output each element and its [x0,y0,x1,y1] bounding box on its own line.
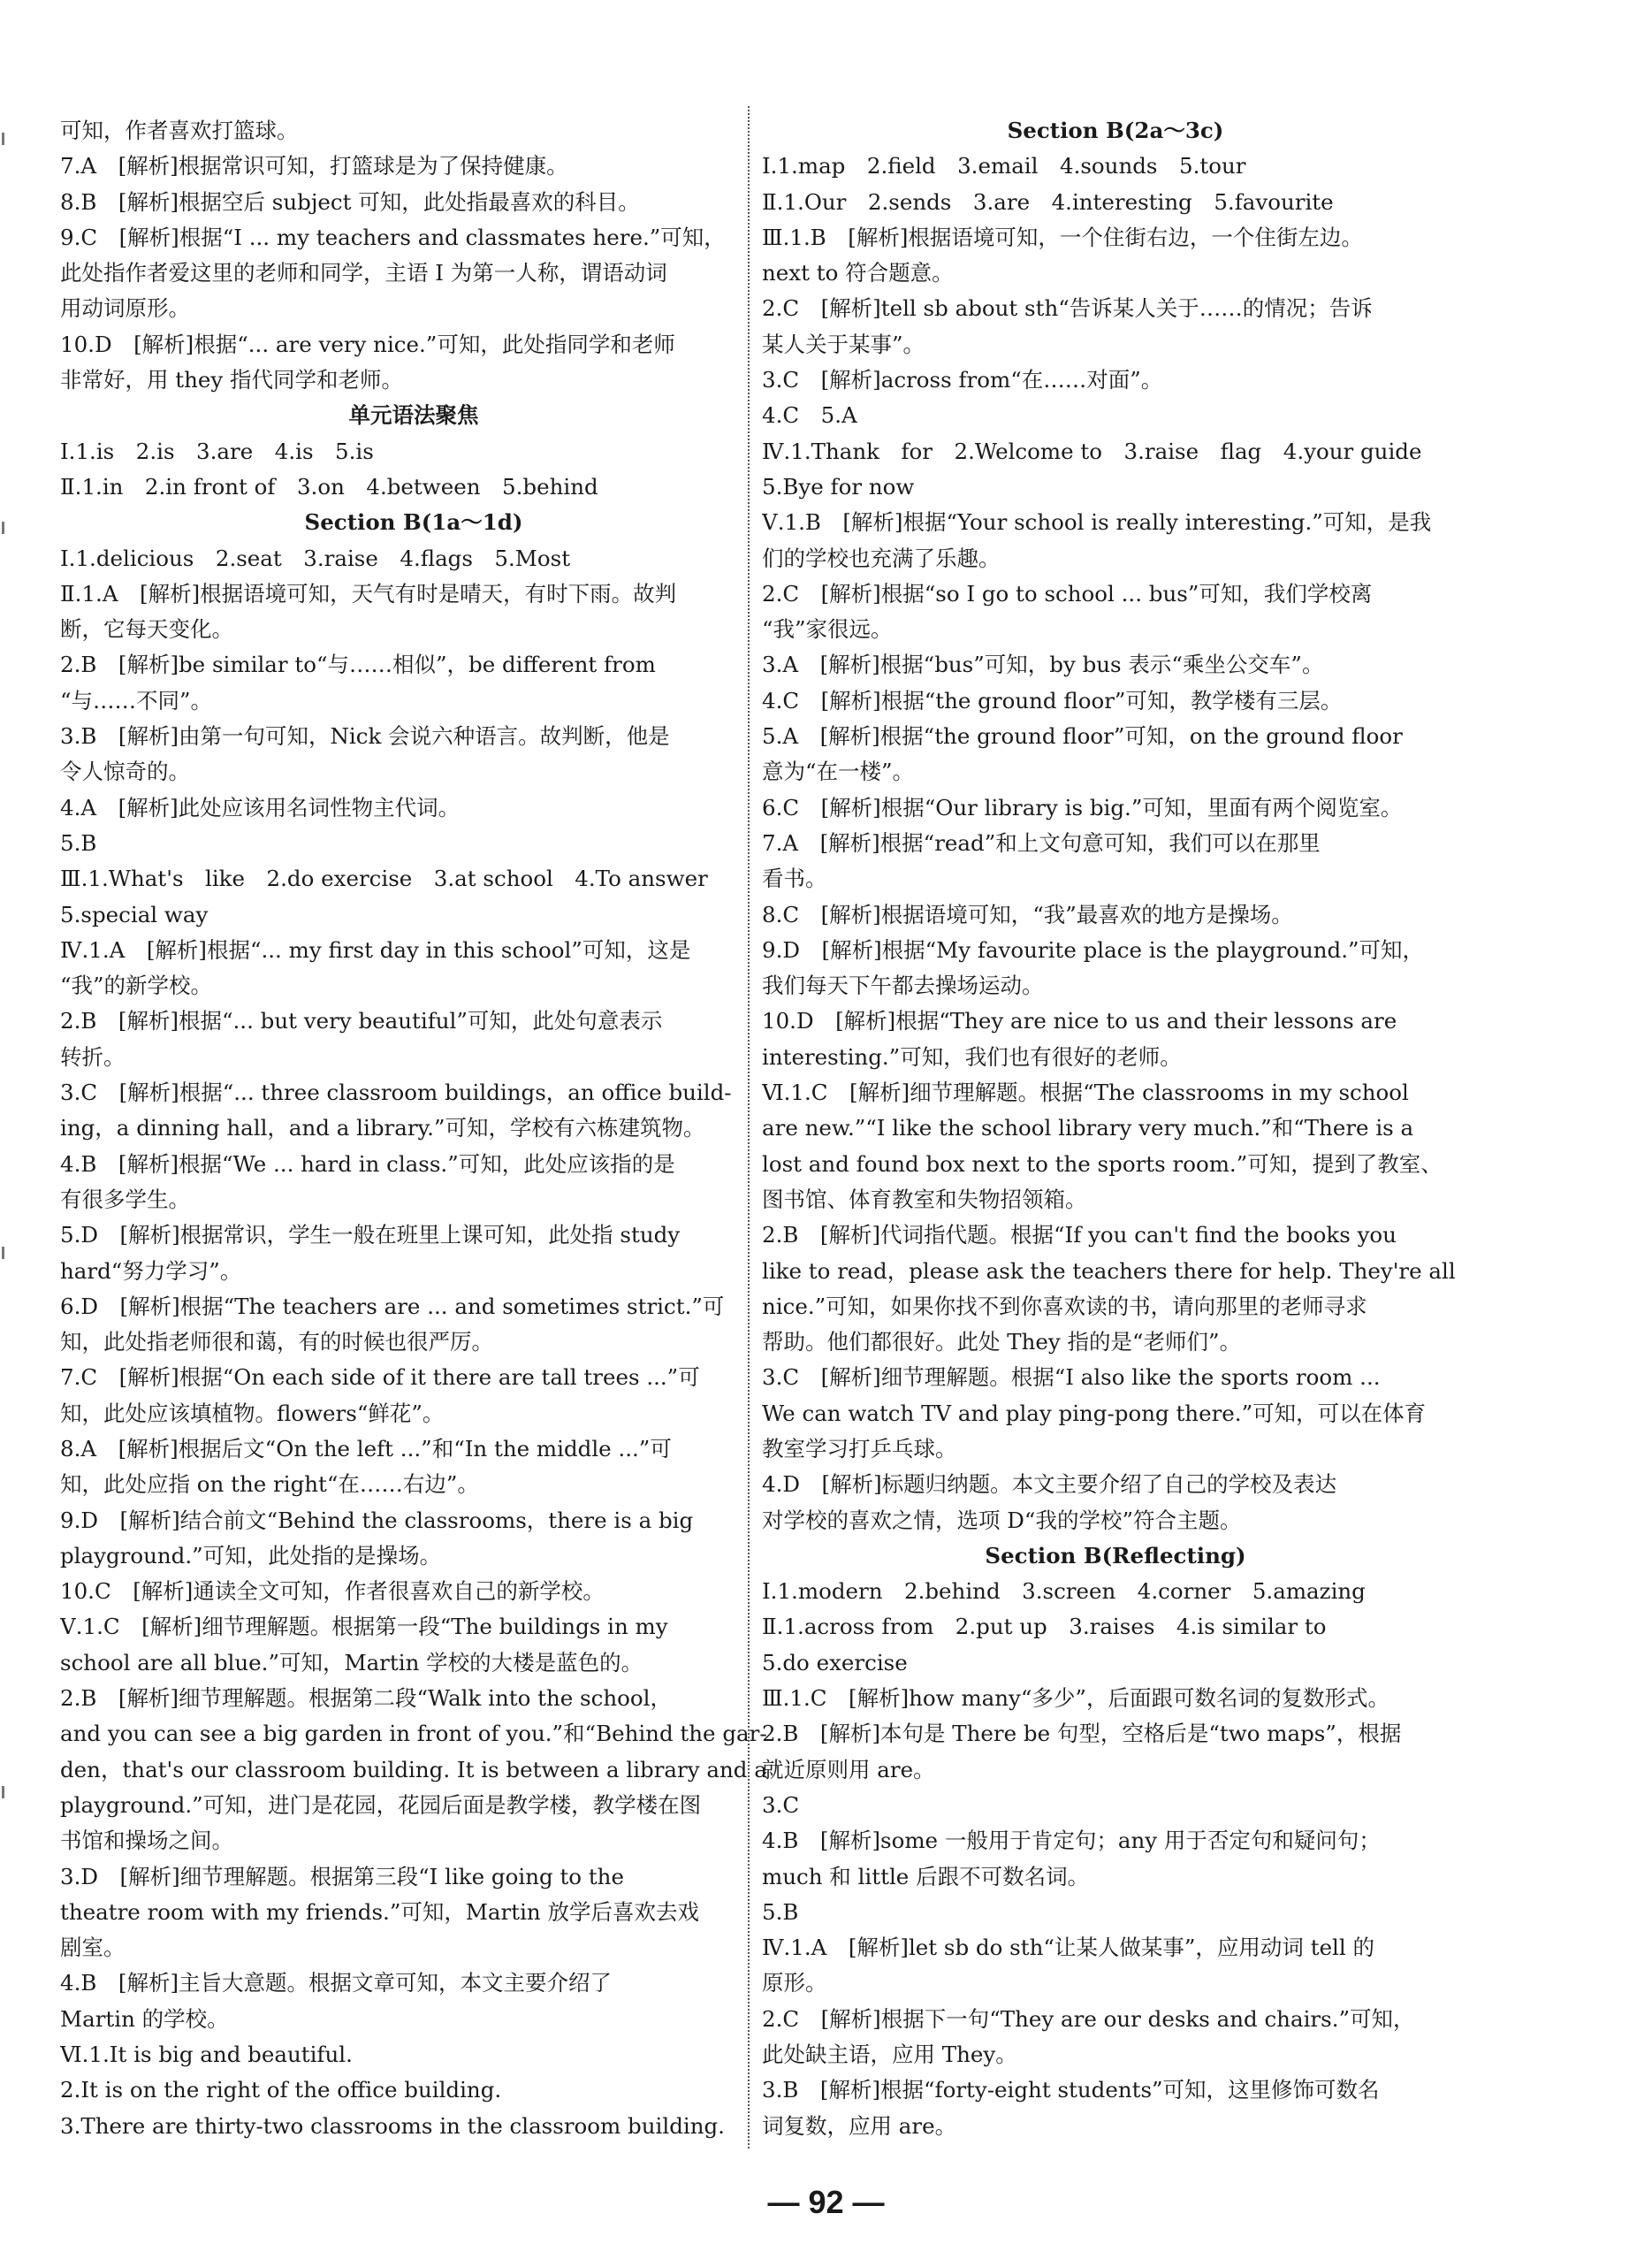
answer-line: 此处指作者爱这里的老师和同学，主语 I 为第一人称，谓语动词 [60,260,667,286]
section-heading: Section B(2a～3c) [1007,118,1224,143]
answer-line: 2.B [解析]细节理解题。根据第二段“Walk into the school， [60,1685,672,1712]
answer-line: We can watch TV and play ping-pong there.”可知，可以在体育 [762,1400,1427,1426]
answer-line: 10.D [解析]根据“... are very nice.”可知，此处指同学和老师 [60,331,675,357]
answer-line: 4.B [解析]主旨大意题。根据文章可知，本文主要介绍了 [60,1970,612,1996]
answer-line: 6.C [解析]根据“Our library is big.”可知，里面有两个阅览室。 [762,794,1403,821]
answer-line: 5.D [解析]根据常识，学生一般在班里上课可知，此处指 study [60,1222,681,1248]
answer-line: 3.C [762,1791,800,1818]
answer-line: Ⅱ.1.across from 2.put up 3.raises 4.is similar to [762,1614,1327,1640]
section-heading: 单元语法聚焦 [348,402,479,429]
answer-line: 4.C [解析]根据“the ground floor”可知，教学楼有三层。 [762,687,1343,714]
answer-line: 3.C [解析]根据“... three classroom buildings，an office build- [60,1080,732,1106]
answer-line: school are all blue.”可知，Martin 学校的大楼是蓝色的。 [60,1649,643,1675]
answer-line: 5.do exercise [762,1649,908,1675]
answer-line: 我们每天下午都去操场运动。 [762,973,1044,999]
section-heading: Section B(Reflecting) [985,1542,1246,1569]
answer-line: 2.B [解析]本句是 There be 句型，空格后是“two maps”，根据 [762,1721,1402,1747]
answer-line: ing，a dinning hall，and a library.”可知，学校有六栋建筑物。 [60,1115,705,1141]
answer-line: Ⅳ.1.Thank for 2.Welcome to 3.raise flag 4.your guide [762,438,1422,464]
answer-line: Ⅵ.1.It is big and beautiful. [60,2042,353,2068]
answer-line: next to 符合题意。 [762,260,954,286]
answer-line: 转折。 [60,1043,126,1070]
answer-line: 5.special way [60,901,209,927]
answer-line: 8.A [解析]根据后文“On the left ...”和“In the middle ...”可 [60,1435,672,1462]
answer-line: 9.C [解析]根据“I ... my teachers and classmates here.”可知， [60,224,726,250]
answer-line: interesting.”可知，我们也有很好的老师。 [762,1043,1182,1070]
answer-line: Ⅱ.1.in 2.in front of 3.on 4.between 5.behind [60,473,598,500]
answer-line: 5.B [762,1898,799,1925]
answer-line: 2.C [解析]tell sb about sth“告诉某人关于……的情况；告诉 [762,295,1373,322]
answer-line: 书馆和操场之间。 [60,1828,233,1854]
answer-line: Ⅲ.1.B [解析]根据语境可知，一个住街右边，一个住街左边。 [762,224,1363,250]
answer-line: 10.D [解析]根据“They are nice to us and their lessons are [762,1008,1397,1034]
answer-line: 2.B [解析]根据“... but very beautiful”可知，此处句意表示 [60,1008,663,1034]
answer-line: 2.B [解析]代词指代题。根据“If you can't find the books you [762,1222,1397,1248]
answer-line: 8.B [解析]根据空后 subject 可知，此处指最喜欢的科目。 [60,188,640,215]
answer-line: 3.C [解析]across from“在……对面”。 [762,367,1163,393]
answer-line: Ⅰ.1.is 2.is 3.are 4.is 5.is [60,438,374,464]
answer-line: 10.C [解析]通读全文可知，作者很喜欢自己的新学校。 [60,1578,605,1605]
answer-line: 意为“在一楼”。 [762,759,915,785]
answer-line: 们的学校也充满了乐趣。 [762,545,1001,571]
answer-line: 4.C 5.A [762,402,857,429]
answer-line: much 和 little 后跟不可数名词。 [762,1863,1090,1889]
answer-line: Ⅰ.1.modern 2.behind 3.screen 4.corner 5.amazing [762,1578,1366,1605]
answer-line: Ⅰ.1.delicious 2.seat 3.raise 4.flags 5.Most [60,545,571,571]
answer-line: 3.B [解析]根据“forty-eight students”可知，这里修饰可数名 [762,2077,1380,2103]
answer-line: 6.D [解析]根据“The teachers are ... and sometimes strict.”可 [60,1293,725,1319]
answer-line: Ⅴ.1.B [解析]根据“Your school is really interesting.”可知，是我 [762,509,1432,536]
answer-line: 9.D [解析]根据“My favourite place is the playground.”可知， [762,936,1425,963]
answer-line: “与……不同”。 [60,687,213,714]
binding-margin-marks [2,106,7,2140]
answer-line: 3.C [解析]细节理解题。根据“I also like the sports room ... [762,1364,1381,1391]
answer-line: 此处缺主语，应用 They。 [762,2042,1017,2068]
answer-line: Ⅲ.1.What's like 2.do exercise 3.at school 4.To answer [60,866,708,892]
answer-line: 非常好，用 they 指代同学和老师。 [60,367,404,393]
answer-line: 4.A [解析]此处应该用名词性物主代词。 [60,794,461,821]
answer-line: hard“努力学习”。 [60,1257,242,1284]
answer-line: 用动词原形。 [60,295,190,322]
answer-line: 就近原则用 are。 [762,1756,935,1782]
answer-line: 可知，作者喜欢打篮球。 [60,118,299,143]
answer-line: 7.A [解析]根据“read”和上文句意可知，我们可以在那里 [762,829,1321,856]
answer-line: “我”的新学校。 [60,973,213,999]
answer-line: 2.It is on the right of the office building. [60,2077,502,2103]
answer-line: 3.D [解析]细节理解题。根据第三段“I like going to the [60,1863,624,1889]
answer-line: 3.There are thirty-two classrooms in the classroom building. [60,2112,725,2139]
answer-line: “我”家很远。 [762,616,893,643]
answer-line: 9.D [解析]结合前文“Behind the classrooms，there is a big [60,1507,694,1533]
left-column [60,113,767,2144]
answer-line: Ⅲ.1.C [解析]how many“多少”，后面跟可数名词的复数形式。 [762,1685,1389,1712]
answer-line: Ⅱ.1.Our 2.sends 3.are 4.interesting 5.favourite [762,188,1334,215]
column-divider [748,106,750,2149]
answer-line: 知，此处应指 on the right“在……右边”。 [60,1471,479,1498]
answer-line: and you can see a big garden in front of you.”和“Behind the gar- [60,1721,767,1747]
answer-line: theatre room with my friends.”可知，Martin 放学后喜欢去戏 [60,1898,700,1925]
answer-line: 词复数，应用 are。 [762,2112,957,2139]
answer-line: 原形。 [762,1970,827,1996]
answer-line: 7.A [解析]根据常识可知，打篮球是为了保持健康。 [60,153,568,179]
answer-line: 2.B [解析]be similar to“与……相似”，be different from [60,652,656,678]
answer-line: 看书。 [762,866,827,892]
answer-line: 4.D [解析]标题归纳题。本文主要介绍了自己的学校及表达 [762,1471,1337,1498]
answer-line: are new.”“I like the school library very much.”和“There is a [762,1115,1414,1141]
answer-line: 知，此处应该填植物。flowers“鲜花”。 [60,1400,445,1426]
answer-line: 令人惊奇的。 [60,759,190,785]
answer-line: 帮助。他们都很好。此处 They 指的是“老师们”。 [762,1329,1242,1355]
answer-line: 断，它每天变化。 [60,616,233,643]
answer-line: 剧室。 [60,1935,126,1961]
answer-line: Ⅴ.1.C [解析]细节理解题。根据第一段“The buildings in my [60,1614,668,1640]
answer-line: lost and found box next to the sports room.”可知，提到了教室、 [762,1150,1443,1177]
answer-line: 对学校的喜欢之情，选项 D“我的学校”符合主题。 [762,1507,1242,1533]
answer-line: nice.”可知，如果你找不到你喜欢读的书，请向那里的老师寻求 [762,1293,1367,1319]
answer-line: like to read，please ask the teachers there for help. They're all [762,1257,1456,1284]
answer-line: den，that's our classroom building. It is between a library and a [60,1756,767,1782]
answer-line: 知，此处指老师很和蔼，有的时候也很严厉。 [60,1329,493,1355]
answer-line: 5.Bye for now [762,473,915,500]
answer-line: playground.”可知，此处指的是操场。 [60,1542,442,1569]
answer-line: 2.C [解析]根据下一句“They are our desks and chairs.”可知， [762,2005,1415,2032]
answer-line: 5.B [60,829,97,856]
answer-line: 2.C [解析]根据“so I go to school ... bus”可知，我们学校离 [762,580,1373,607]
answer-line: 教室学习打乒乓球。 [762,1435,957,1462]
answer-line: Ⅰ.1.map 2.field 3.email 4.sounds 5.tour [762,153,1246,179]
answer-line: Martin 的学校。 [60,2005,229,2032]
answer-line: 8.C [解析]根据语境可知，“我”最喜欢的地方是操场。 [762,901,1293,927]
answer-line: 4.B [解析]some 一般用于肯定句；any 用于否定句和疑问句； [762,1828,1381,1854]
answer-line: Ⅵ.1.C [解析]细节理解题。根据“The classrooms in my school [762,1080,1409,1106]
answer-line: Ⅳ.1.A [解析]let sb do sth“让某人做某事”，应用动词 tell 的 [762,1935,1375,1961]
answer-line: 3.A [解析]根据“bus”可知，by bus 表示“乘坐公交车”。 [762,652,1324,678]
page-number: — 92 — [767,2184,885,2220]
answer-line: 有很多学生。 [60,1186,190,1212]
answer-line: 图书馆、体育教室和失物招领箱。 [762,1186,1087,1212]
answer-line: 某人关于某事”。 [762,331,925,357]
answer-line: playground.”可知，进门是花园，花园后面是教学楼，教学楼在图 [60,1791,702,1818]
right-column [762,113,1469,2144]
answer-line: Ⅳ.1.A [解析]根据“... my first day in this school”可知，这是 [60,936,691,963]
answer-line: 3.B [解析]由第一句可知，Nick 会说六种语言。故判断，他是 [60,723,670,750]
answer-line: 5.A [解析]根据“the ground floor”可知，on the ground floor [762,723,1403,750]
answer-line: 4.B [解析]根据“We ... hard in class.”可知，此处应该指的是 [60,1150,675,1177]
answer-line: Ⅱ.1.A [解析]根据语境可知，天气有时是晴天，有时下雨。故判 [60,580,677,607]
section-heading: Section B(1a～1d) [304,509,523,536]
answer-line: 7.C [解析]根据“On each side of it there are tall trees ...”可 [60,1364,700,1391]
